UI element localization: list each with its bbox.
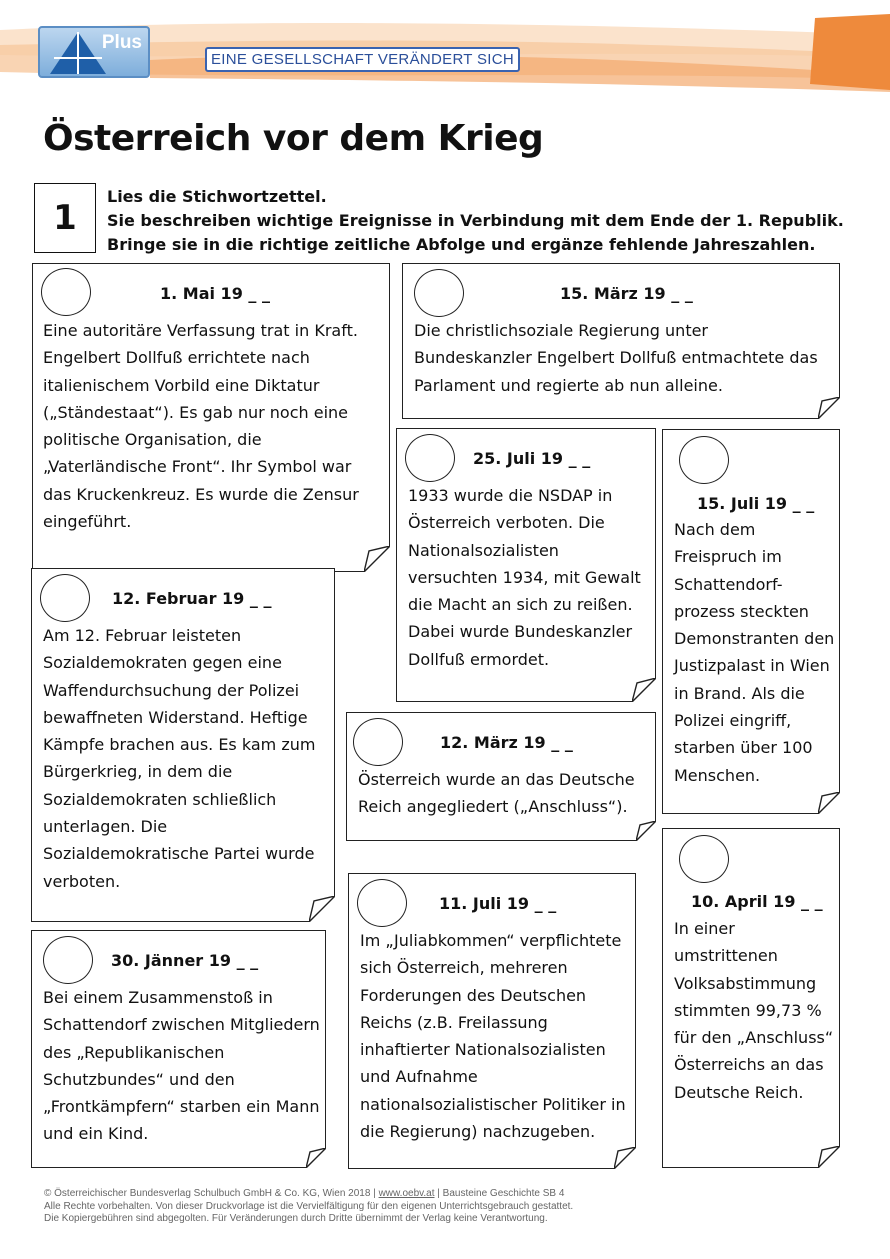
note-text: In einer umstrittenen Volksabstimmung stimmten 99,73 % für den „Anschluss“ Österreichs an das Deutsche Reich. — [674, 919, 834, 1102]
task-line: Bringe sie in die richtige zeitliche Abfolge und ergänze fehlende Jahreszahlen. — [107, 235, 816, 254]
page-fold-icon — [306, 1148, 326, 1168]
note-card-12-februar — [31, 568, 335, 922]
logo-text: Plus — [101, 32, 142, 53]
note-card-11-juli — [348, 873, 636, 1169]
order-circle[interactable] — [40, 574, 90, 622]
note-text: Bei einem Zusammenstoß in Schattendorf zwischen Mitgliedern des „Republikanischen Schutzbundes“ und den „Frontkämpfern“ starben ein Mann und ein Kind. — [43, 988, 320, 1144]
note-text: Nach dem Freispruch im Schattendorf-prozess steckten Demonstranten den Justizpalast in Wien in Brand. Als die Polizei eingriff, starben über 100 Menschen. — [674, 520, 835, 785]
order-circle[interactable] — [679, 436, 729, 484]
note-card-1-mai — [32, 263, 390, 572]
page-title: Österreich vor dem Krieg — [43, 118, 544, 159]
note-card-15-juli — [662, 429, 840, 814]
note-text: Im „Juliabkommen“ verpflichtete sich Österreich, mehreren Forderungen des Deutschen Reichs (z.B. Freilassung inhaftierter Nationalsozialisten und Aufnahme nationalsozialistischer Politiker in die Regierung) nachzugeben. — [360, 931, 626, 1142]
task-instructions — [107, 185, 844, 257]
page-fold-icon — [818, 792, 840, 814]
note-card-15-maerz — [402, 263, 840, 419]
order-circle[interactable] — [405, 434, 455, 482]
order-circle[interactable] — [679, 835, 729, 883]
footer-copyright: © Österreichischer Bundesverlag Schulbuch GmbH & Co. KG, Wien 2018 | — [44, 1188, 379, 1199]
order-circle[interactable] — [41, 268, 91, 316]
publisher-link[interactable]: www.oebv.at — [378, 1188, 435, 1199]
note-date: 11. Juli 19 _ _ — [439, 894, 557, 913]
note-text: Am 12. Februar leisteten Sozialdemokraten gegen eine Waffendurchsuchung der Polizei bewaffneten Widerstand. Heftige Kämpfe brachen aus. Es kam zum Bürgerkrieg, in dem die Sozialdemokraten schließlich unterlagen. Die Sozialdemokratische Partei wurde verboten. — [43, 626, 316, 891]
note-card-12-maerz — [346, 712, 656, 841]
page-fold-icon — [364, 546, 390, 572]
note-card-10-april — [662, 828, 840, 1168]
order-circle[interactable] — [43, 936, 93, 984]
order-circle[interactable] — [414, 269, 464, 317]
order-circle[interactable] — [353, 718, 403, 766]
publisher-logo — [38, 26, 150, 78]
note-date: 30. Jänner 19 _ _ — [111, 951, 259, 970]
page-fold-icon — [818, 397, 840, 419]
note-date: 15. März 19 _ _ — [560, 284, 693, 303]
task-number: 1 — [34, 183, 96, 253]
order-circle[interactable] — [357, 879, 407, 927]
task-line: Lies die Stichwortzettel. — [107, 187, 327, 206]
note-card-30-jaenner — [31, 930, 326, 1168]
page-fold-icon — [309, 896, 335, 922]
note-date: 10. April 19 _ _ — [691, 892, 823, 911]
footer-line — [44, 1188, 573, 1201]
footer — [44, 1188, 573, 1226]
page-fold-icon — [818, 1146, 840, 1168]
note-text: Österreich wurde an das Deutsche Reich angegliedert („Anschluss“). — [358, 770, 635, 817]
note-date: 12. Februar 19 _ _ — [112, 589, 272, 608]
triangle-logo-icon — [48, 30, 108, 76]
note-date: 1. Mai 19 _ _ — [160, 284, 270, 303]
task-line: Sie beschreiben wichtige Ereignisse in Verbindung mit dem Ende der 1. Republik. — [107, 211, 844, 230]
subject-label: EINE GESELLSCHAFT VERÄNDERT SICH — [205, 47, 520, 72]
page-fold-icon — [636, 821, 656, 841]
note-date: 15. Juli 19 _ _ — [697, 494, 815, 513]
page-fold-icon — [614, 1147, 636, 1169]
note-date: 25. Juli 19 _ _ — [473, 449, 591, 468]
note-date: 12. März 19 _ _ — [440, 733, 573, 752]
note-text: 1933 wurde die NSDAP in Österreich verboten. Die Nationalsozialisten versuchten 1934, mit Gewalt die Macht an sich zu reißen. Dabei wurde Bundeskanzler Dollfuß ermordet. — [408, 486, 641, 669]
footer-series: | Bausteine Geschichte SB 4 — [434, 1188, 565, 1199]
note-card-25-juli — [396, 428, 656, 702]
footer-line: Alle Rechte vorbehalten. Von dieser Druckvorlage ist die Vervielfältigung für den eigenen Unterrichtsgebrauch gestattet. — [44, 1200, 574, 1212]
footer-line: Die Kopiergebühren sind abgegolten. Für Veränderungen durch Dritte übernimmt der Verlag keine Verantwortung. — [44, 1213, 548, 1224]
note-text: Die christlichsoziale Regierung unter Bundeskanzler Engelbert Dollfuß entmachtete das Parlament und regierte ab nun alleine. — [414, 321, 818, 395]
note-text: Eine autoritäre Verfassung trat in Kraft. Engelbert Dollfuß errichtete nach italienischem Vorbild eine Diktatur („Ständestaat“). Es gab nur noch eine politische Organisation, die „Vaterländische Front“. Ihr Symbol war das Kruckenkreuz. Es wurde die Zensur eingeführt. — [43, 321, 359, 532]
page-fold-icon — [632, 678, 656, 702]
